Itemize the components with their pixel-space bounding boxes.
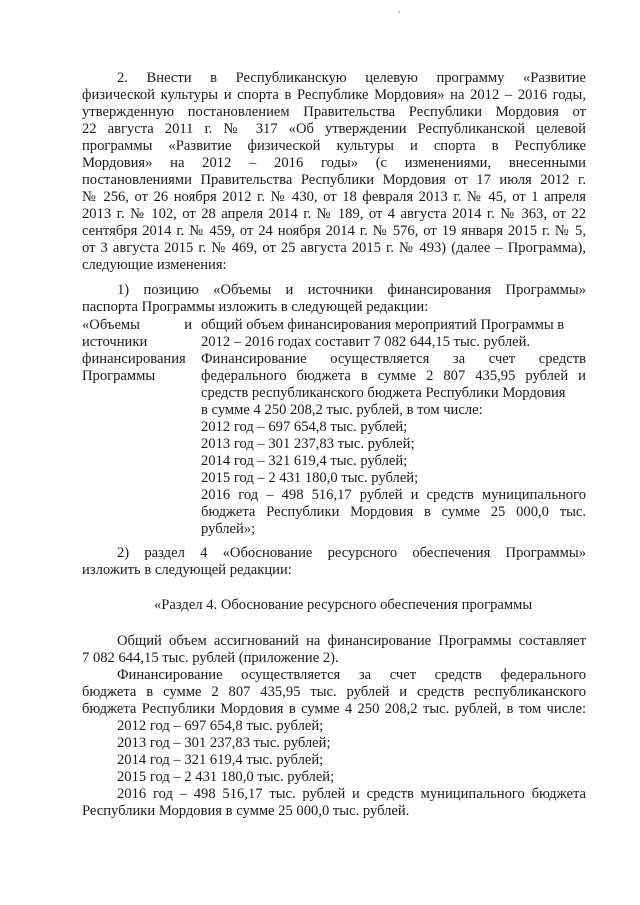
item1-line-1: 1) позицию «Объемы и источники финансирования Программы»: [117, 282, 586, 298]
section-line-3: Финансирование осуществляется за счет средств федерального: [117, 667, 586, 683]
section-line-1: Общий объем ассигнований на финансирование Программы составляет: [117, 633, 586, 649]
section-line-8: 2014 год – 321 619,4 тыс. рублей;: [117, 752, 324, 768]
item2-line-2: изложить в следующей редакции:: [82, 562, 292, 578]
section-line-10: 2016 год – 498 516,17 тыс. рублей и средств муниципального бюджета: [117, 786, 586, 802]
table-content-line-7: 2012 год – 697 654,8 тыс. рублей;: [201, 419, 408, 435]
para1-line-12: следующие изменения:: [82, 257, 227, 273]
section-title: «Раздел 4. Обоснование ресурсного обеспечения программы: [154, 597, 533, 613]
table-label-line-1: «Объемы и: [82, 317, 192, 333]
section-line-9: 2015 год – 2 431 180,0 тыс. рублей;: [117, 769, 335, 785]
table-content-line-11: 2016 год – 498 516,17 рублей и средств муниципального: [201, 487, 586, 503]
table-content-line-3: Финансирование осуществляется за счет средств: [201, 351, 586, 367]
para1-line-6: Мордовия» на 2012 – 2016 годы» (с изменениями, внесенными: [82, 155, 586, 171]
table-content-line-6: в сумме 4 250 208,2 тыс. рублей, в том числе:: [201, 402, 483, 418]
table-content-line-1: общий объем финансирования мероприятий Программы в: [201, 317, 565, 333]
para1-line-2: физической культуры и спорта в Республике Мордовия» на 2012 – 2016 годы,: [82, 87, 586, 103]
table-label-line-2: источники: [82, 334, 148, 350]
section-line-5: бюджета Республики Мордовия в сумме 4 250 208,2 тыс. рублей, в том числе:: [82, 701, 586, 717]
section-line-11: Республики Мордовия в сумме 25 000,0 тыс. рублей.: [82, 803, 410, 819]
scan-speck: [398, 11, 400, 13]
table-content-line-12: бюджета Республики Мордовия в сумме 25 000,0 тыс.: [201, 504, 586, 520]
para1-line-9: 2013 г. № 102, от 28 апреля 2014 г. № 189, от 4 августа 2014 г. № 363, от 22: [82, 206, 586, 222]
item1-line-2: паспорта Программы изложить в следующей редакции:: [82, 299, 429, 315]
para1-line-11: от 3 августа 2015 г. № 469, от 25 августа 2015 г. № 493) (далее – Программа),: [82, 240, 586, 256]
table-label-line-3: финансирования: [82, 351, 186, 367]
section-line-6: 2012 год – 697 654,8 тыс. рублей;: [117, 718, 324, 734]
table-label-line-4: Программы: [82, 368, 156, 384]
para1-line-7: постановлениями Правительства Республики Мордовия от 17 июля 2012 г.: [82, 172, 586, 188]
table-content-line-9: 2014 год – 321 619,4 тыс. рублей;: [201, 453, 408, 469]
table-content-line-5: средств республиканского бюджета Республики Мордовия: [201, 385, 566, 401]
section-line-2: 7 082 644,15 тыс. рублей (приложение 2).: [82, 650, 339, 666]
para1-line-3: утвержденную постановлением Правительства Республики Мордовия от: [82, 104, 586, 120]
para1-line-8: № 256, от 26 ноября 2012 г. № 430, от 18 февраля 2013 г. № 45, от 1 апреля: [82, 189, 586, 205]
section-line-7: 2013 год – 301 237,83 тыс. рублей;: [117, 735, 331, 751]
para1-line-4: 22 августа 2011 г. № 317 «Об утверждении Республиканской целевой: [82, 121, 586, 137]
para1-line-1: 2. Внести в Республиканскую целевую программу «Развитие: [117, 70, 586, 86]
section-line-4: бюджета в сумме 2 807 435,95 тыс. рублей и средств республиканского: [82, 684, 586, 700]
table-content-line-8: 2013 год – 301 237,83 тыс. рублей;: [201, 436, 415, 452]
para1-line-10: сентября 2014 г. № 459, от 24 ноября 2014 г. № 576, от 19 января 2015 г. № 5,: [82, 223, 586, 239]
para1-line-5: программы «Развитие физической культуры и спорта в Республике: [82, 138, 586, 154]
item2-line-1: 2) раздел 4 «Обоснование ресурсного обеспечения Программы»: [117, 545, 586, 561]
table-content-line-10: 2015 год – 2 431 180,0 тыс. рублей;: [201, 470, 419, 486]
table-content-line-13: рублей»;: [201, 521, 256, 537]
table-content-line-4: федерального бюджета в сумме 2 807 435,95 рублей и: [201, 368, 586, 384]
table-content-line-2: 2012 – 2016 годах составит 7 082 644,15 тыс. рублей.: [201, 334, 531, 350]
